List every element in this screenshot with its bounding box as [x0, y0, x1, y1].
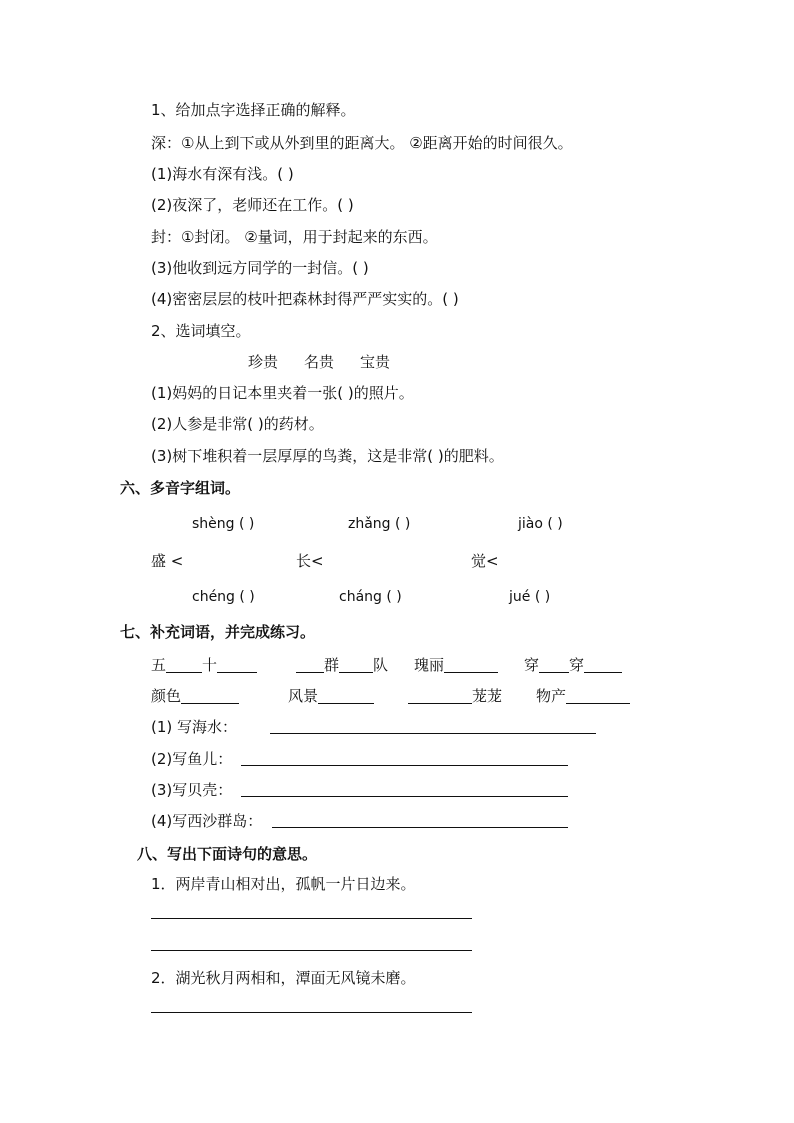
pinyin-jiao: jiào ( ) [518, 516, 563, 532]
idiom-4: 穿 穿 [524, 655, 622, 675]
fill-sentence-2: (2)人参是非常( )的药材。 [151, 415, 324, 433]
idiom-1: 五 十 [151, 655, 257, 675]
word-bank-1: 珍贵 [248, 353, 279, 371]
write-prompt-2: (2)写鱼儿： [151, 750, 233, 768]
sentence-2: (2)夜深了，老师还在工作。( ) [151, 196, 354, 214]
sentence-3: (3)他收到远方同学的一封信。( ) [151, 259, 369, 277]
blank[interactable] [539, 657, 569, 673]
poem-line-2: 2．湖光秋月两相和，潭面无风镜未磨。 [151, 969, 416, 987]
blank[interactable] [296, 657, 324, 673]
pinyin-jue: jué ( ) [509, 589, 551, 605]
answer-line[interactable] [151, 1012, 472, 1013]
blank[interactable] [566, 688, 630, 704]
answer-line[interactable] [151, 950, 472, 951]
answer-line[interactable] [151, 918, 472, 919]
blank[interactable] [408, 688, 472, 704]
phrase-4: 物产 [536, 686, 630, 706]
idiom-2: 群 队 [296, 655, 388, 675]
blank[interactable] [444, 657, 498, 673]
char-jue: 觉< [471, 552, 499, 570]
idiom-3: 瑰丽 [414, 655, 498, 675]
sentence-1: (1)海水有深有浅。( ) [151, 165, 294, 183]
blank[interactable] [584, 657, 622, 673]
write-prompt-4: (4)写西沙群岛： [151, 812, 263, 830]
answer-line[interactable] [241, 765, 568, 766]
fill-sentence-3: (3)树下堆积着一层厚厚的鸟粪，这是非常( )的肥料。 [151, 447, 504, 465]
blank[interactable] [181, 688, 239, 704]
section-7-title: 七、补充词语，并完成练习。 [120, 623, 316, 641]
char-sheng: 盛 < [151, 552, 184, 570]
phrase-1: 颜色 [151, 686, 239, 706]
answer-line[interactable] [272, 827, 568, 828]
word-bank-2: 名贵 [304, 353, 335, 371]
blank[interactable] [217, 657, 257, 673]
answer-line[interactable] [241, 796, 568, 797]
poem-line-1: 1．两岸青山相对出，孤帆一片日边来。 [151, 875, 416, 893]
char-chang: 长< [296, 552, 324, 570]
word-bank-3: 宝贵 [360, 353, 391, 371]
fill-sentence-1: (1)妈妈的日记本里夹着一张( )的照片。 [151, 384, 414, 402]
answer-line[interactable] [270, 733, 596, 734]
pinyin-chang: cháng ( ) [339, 589, 402, 605]
blank[interactable] [318, 688, 374, 704]
write-prompt-1: (1) 写海水： [151, 718, 238, 736]
blank[interactable] [166, 657, 202, 673]
write-prompt-3: (3)写贝壳： [151, 781, 233, 799]
question-2-title: 2、选词填空。 [151, 322, 251, 340]
phrase-3: 茏茏 [408, 686, 502, 706]
definition-feng: 封：①封闭。 ②量词，用于封起来的东西。 [151, 228, 438, 246]
pinyin-sheng: shèng ( ) [192, 516, 255, 532]
section-8-title: 八、写出下面诗句的意思。 [137, 845, 318, 863]
section-6-title: 六、多音字组词。 [120, 479, 241, 497]
pinyin-zhang: zhǎng ( ) [348, 516, 411, 532]
definition-shen: 深：①从上到下或从外到里的距离大。 ②距离开始的时间很久。 [151, 134, 573, 152]
sentence-4: (4)密密层层的枝叶把森林封得严严实实的。( ) [151, 290, 459, 308]
question-1-title: 1、给加点字选择正确的解释。 [151, 101, 356, 119]
phrase-2: 风景 [288, 686, 374, 706]
blank[interactable] [339, 657, 373, 673]
pinyin-cheng: chéng ( ) [192, 589, 255, 605]
